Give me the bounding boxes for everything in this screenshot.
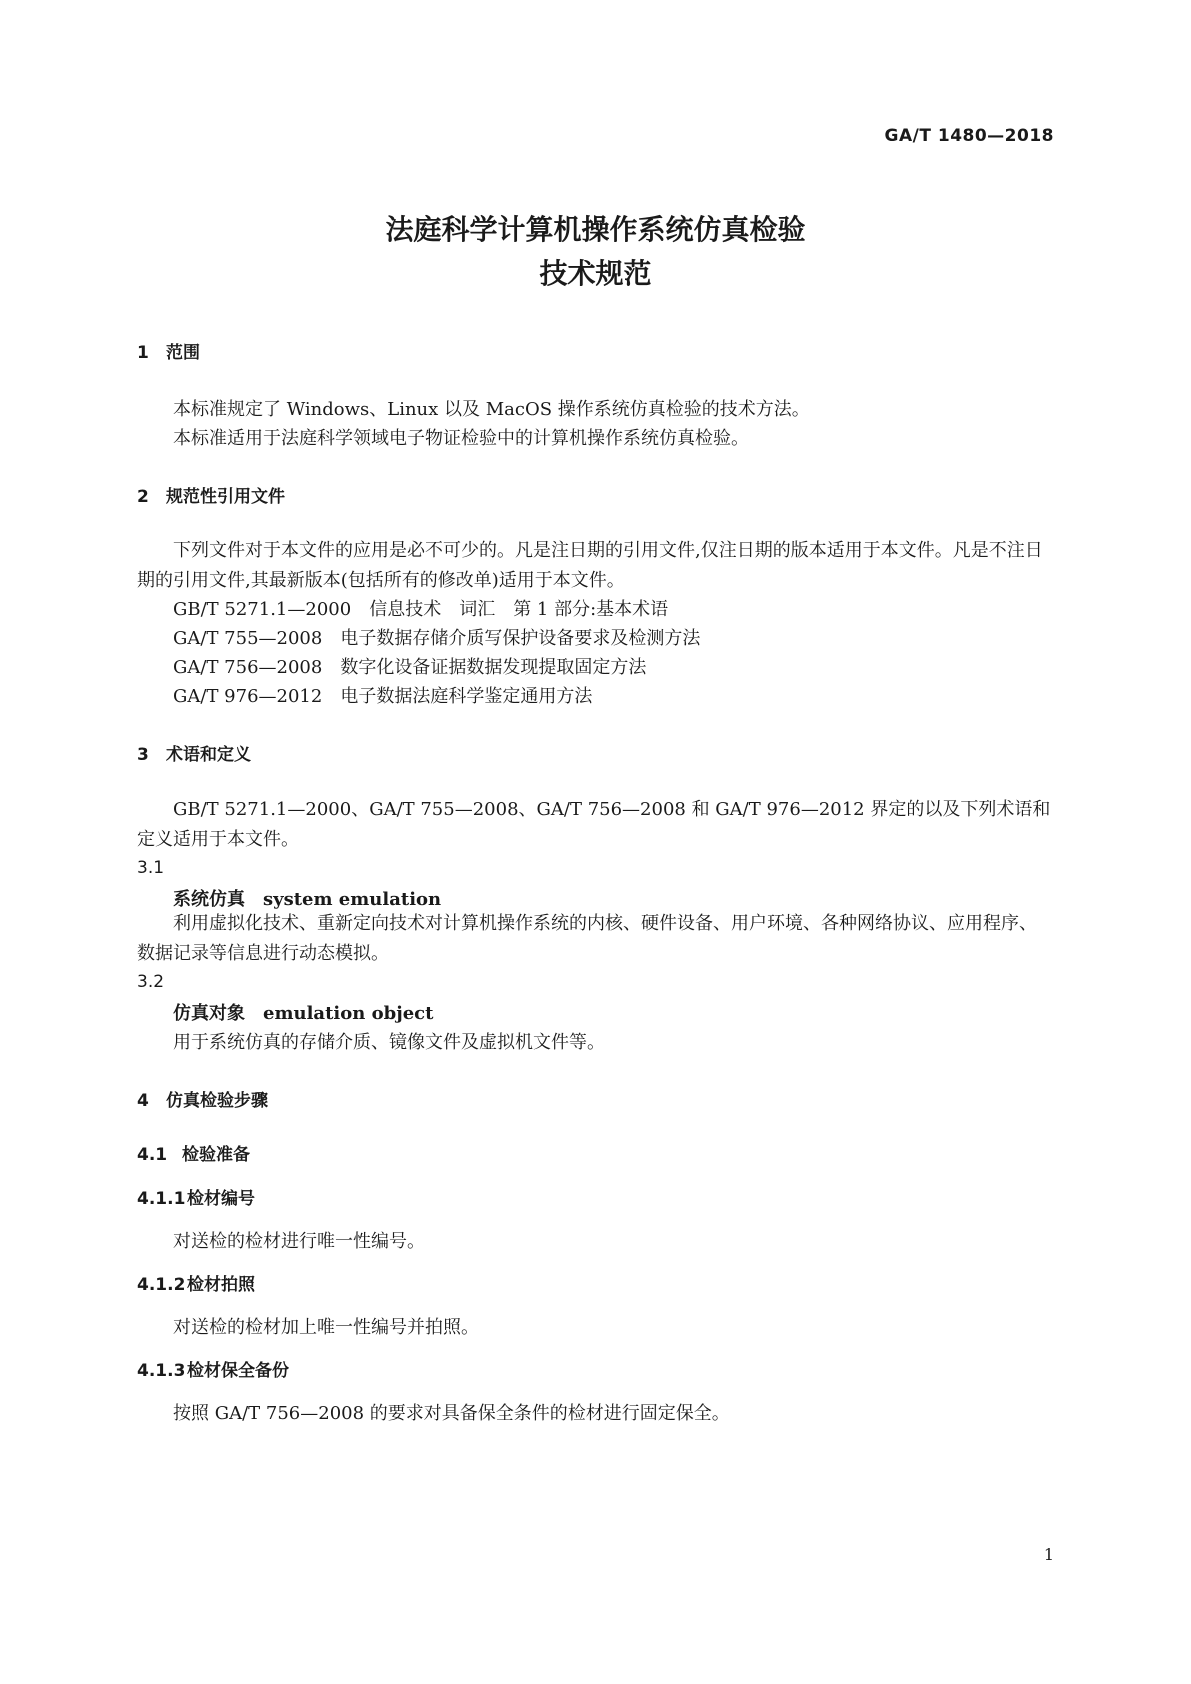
section-title: 检材编号 (187, 1189, 255, 1209)
paragraph: 对送检的检材进行唯一性编号。 (173, 1231, 425, 1252)
subsection-4-1-2-heading (137, 1270, 255, 1295)
section-number: 2 (137, 487, 149, 507)
paragraph: 按照 GA/T 756—2008 的要求对具备保全条件的检材进行固定保全。 (173, 1403, 730, 1424)
section-title: 检材拍照 (187, 1275, 255, 1295)
section-number: 4.1 (137, 1145, 168, 1165)
document-title-line2: 技术规范 (539, 257, 652, 290)
page-number: 1 (1043, 1545, 1054, 1564)
paragraph: GB/T 5271.1—2000、GA/T 755—2008、GA/T 756—2008 和 GA/T 976—2012 界定的以及下列术语和定义适用于本文件。 (137, 799, 1051, 850)
section-number: 4 (137, 1091, 149, 1111)
section-3-heading (137, 740, 251, 765)
section-title: 检材保全备份 (187, 1361, 289, 1381)
term-heading: 系统仿真 system emulation (173, 889, 442, 910)
subsection-4-1-1-heading (137, 1184, 255, 1209)
paragraph: 本标准规定了 Windows、Linux 以及 MacOS 操作系统仿真检验的技术方法。 (173, 399, 810, 420)
subsection-4-1-3-heading (137, 1356, 289, 1381)
section-title: 检验准备 (182, 1145, 250, 1165)
section-2-heading (137, 482, 285, 507)
document-title-line1: 法庭科学计算机操作系统仿真检验 (385, 213, 806, 246)
section-number: 4.1.2 (137, 1275, 186, 1295)
reference-item: GA/T 756—2008 数字化设备证据数据发现提取固定方法 (173, 657, 647, 678)
paragraph: 本标准适用于法庭科学领域电子物证检验中的计算机操作系统仿真检验。 (173, 428, 749, 449)
section-number: 3 (137, 745, 149, 765)
term-definition: 利用虚拟化技术、重新定向技术对计算机操作系统的内核、硬件设备、用户环境、各种网络协议、应用程序、数据记录等信息进行动态模拟。 (137, 913, 1037, 964)
clause-number: 3.1 (137, 858, 165, 878)
reference-item: GA/T 755—2008 电子数据存储介质写保护设备要求及检测方法 (173, 628, 701, 649)
reference-item: GB/T 5271.1—2000 信息技术 词汇 第 1 部分:基本术语 (173, 599, 669, 620)
clause-number: 3.2 (137, 972, 165, 992)
reference-item: GA/T 976—2012 电子数据法庭科学鉴定通用方法 (173, 686, 593, 707)
section-title: 范围 (166, 343, 200, 363)
paragraph: 对送检的检材加上唯一性编号并拍照。 (173, 1317, 479, 1338)
section-number: 1 (137, 343, 149, 363)
section-number: 4.1.1 (137, 1189, 186, 1209)
term-definition: 用于系统仿真的存储介质、镜像文件及虚拟机文件等。 (173, 1032, 605, 1053)
paragraph: 下列文件对于本文件的应用是必不可少的。凡是注日期的引用文件,仅注日期的版本适用于本文件。凡是不注日期的引用文件,其最新版本(包括所有的修改单)适用于本文件。 (137, 540, 1043, 591)
section-title: 规范性引用文件 (166, 487, 285, 507)
section-number: 4.1.3 (137, 1361, 186, 1381)
term-heading: 仿真对象 emulation object (173, 1003, 434, 1024)
subsection-4-1-heading (137, 1140, 250, 1165)
section-title: 术语和定义 (166, 745, 251, 765)
section-1-heading (137, 338, 200, 363)
section-title: 仿真检验步骤 (166, 1091, 268, 1111)
section-4-heading (137, 1086, 268, 1111)
standard-number: GA/T 1480—2018 (884, 126, 1054, 146)
